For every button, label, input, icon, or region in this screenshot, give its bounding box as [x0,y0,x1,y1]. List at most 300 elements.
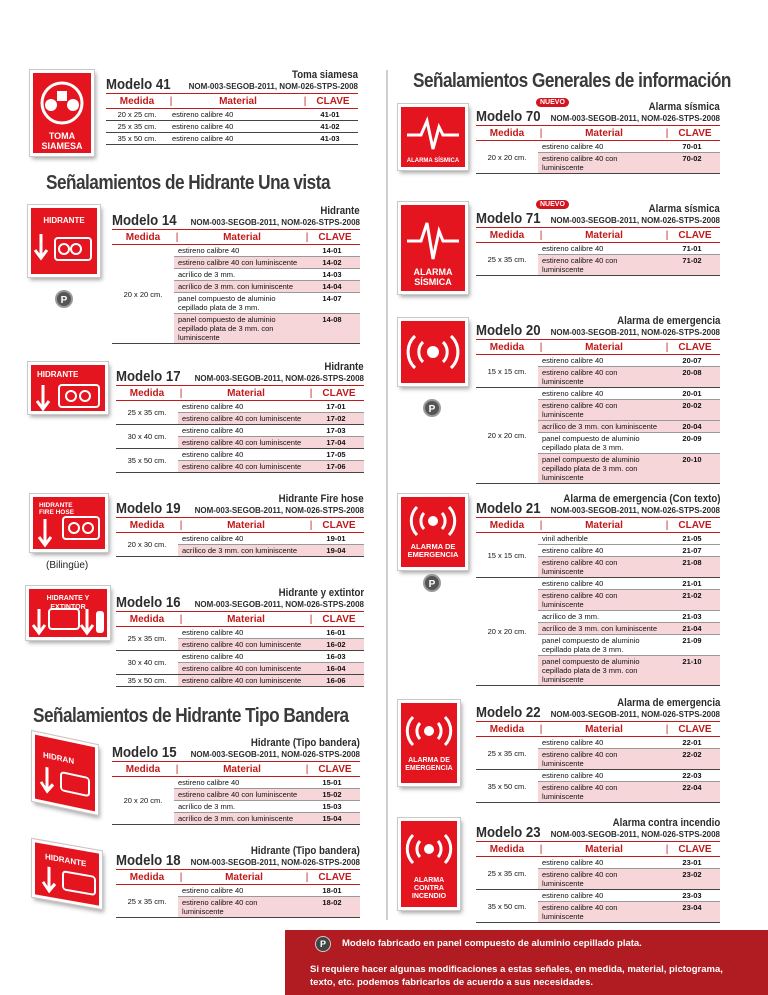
clave-cell: 16-02 [326,640,346,649]
table-body [112,245,360,344]
sign-alarma-incendio-23 [398,818,460,910]
table-row [168,121,358,132]
size-group [106,133,358,145]
model-header [112,737,360,762]
table-row [538,355,720,366]
table-row [178,449,364,460]
table-row [538,868,720,889]
material-cell: estireno calibre 40 [542,356,604,365]
model-norm: NOM-003-SEGOB-2011, NOM-026-STPS-2008 [550,216,720,225]
col-clave: CLAVE [318,763,352,775]
model-title: Alarma de emergencia [616,315,720,327]
sign-hidrante-extintor [26,586,110,640]
model-name: Modelo 20 [476,322,541,339]
table-modelo-19 [116,493,364,557]
size-items [538,141,720,173]
sign-caption: HIDRANTE [37,370,79,379]
table-row [178,651,364,662]
sign-alarma-sismica-71 [398,202,468,294]
model-norm: NOM-003-SEGOB-2011, NOM-026-STPS-2008 [190,218,360,227]
material-cell: vinil adherible [542,534,588,543]
material-cell: estireno calibre 40 con luminiscente [542,154,618,172]
table-row [168,109,358,120]
table-row [538,141,720,152]
model-header [106,69,358,94]
sign-hidrante-bandera-18 [32,839,102,909]
material-cell: estireno calibre 40 [542,891,604,900]
hose-icon [33,513,105,551]
size-items [168,109,358,120]
table-row [538,737,720,748]
col-separator: | [175,231,179,243]
col-medida: Medida [119,95,155,107]
table-header [116,612,364,627]
footer-note [285,930,768,995]
alarm-icon [401,827,457,871]
clave-cell: 22-01 [682,738,702,747]
model-header [116,587,364,612]
material-cell: estireno calibre 40 [542,738,604,747]
model-norm: NOM-003-SEGOB-2011, NOM-026-STPS-2008 [194,374,364,383]
table-row [178,896,360,917]
clave-cell: 18-02 [322,898,342,907]
material-cell: estireno calibre 40 [182,402,244,411]
table-row [538,533,720,544]
table-modelo-20 [476,315,720,484]
sign-caption: HIDRANTE [45,852,87,869]
clave-cell: 14-01 [322,246,342,255]
material-cell: acrílico de 3 mm. con luminiscente [178,814,294,823]
material-cell: panel compuesto de aluminio cepillado plata de 3 mm. con luminiscente [542,657,640,684]
table-modelo-17 [116,361,364,473]
clave-cell: 17-06 [326,462,346,471]
table-row [538,243,720,254]
col-medida: Medida [129,519,165,531]
col-medida: Medida [129,387,165,399]
clave-cell: 20-01 [682,389,702,398]
table-row [178,675,364,686]
size-items [174,245,360,343]
table-row [174,812,360,824]
clave-cell: 21-02 [682,591,702,600]
size-items [178,885,360,917]
clave-cell: 19-01 [326,534,346,543]
table-row [538,254,720,275]
table-body [106,109,358,145]
material-cell: acrílico de 3 mm. con luminiscente [182,546,298,555]
col-clave: CLAVE [678,127,712,139]
clave-cell: 20-07 [682,356,702,365]
col-medida: Medida [125,231,161,243]
material-cell: panel compuesto de aluminio cepillado plata de 3 mm. con luminiscente [178,315,276,342]
clave-cell: 20-04 [682,422,702,431]
size-items [178,627,364,650]
table-row [178,412,364,424]
hose-icon [31,230,97,270]
model-norm: NOM-003-SEGOB-2011, NOM-026-STPS-2008 [190,750,360,759]
material-cell: estireno calibre 40 [182,450,244,459]
section-title-hidrante-una-vista: Señalamientos de Hidrante Una vista [46,172,331,194]
size-label: 20 x 20 cm. [123,289,163,299]
model-header [476,99,720,126]
material-cell: estireno calibre 40 [182,426,244,435]
size-items [178,449,364,472]
model-name: Modelo 22 [476,704,541,721]
col-material: Material [585,229,623,241]
size-items [178,651,364,674]
col-separator: | [665,229,669,241]
sign-caption: ALARMA DE EMERGENCIA [407,542,459,559]
material-cell: estireno calibre 40 [542,771,604,780]
model-header [116,361,364,386]
size-items [538,243,720,275]
col-separator: | [309,613,313,625]
size-group [116,627,364,651]
clave-cell: 15-02 [322,790,342,799]
table-row [538,399,720,420]
size-group [476,243,720,276]
size-group [116,885,360,918]
material-cell: estireno calibre 40 [172,110,234,119]
size-group [476,533,720,578]
clave-cell: 23-03 [682,891,702,900]
size-items [174,777,360,824]
table-row [178,425,364,436]
size-label: 25 x 35 cm. [127,634,167,643]
col-separator: | [179,519,183,531]
size-items [538,737,720,769]
table-modelo-14 [112,205,360,344]
table-row [174,777,360,788]
col-medida: Medida [489,229,525,241]
table-row [538,589,720,610]
material-cell: estireno calibre 40 [542,546,604,555]
table-row [538,770,720,781]
model-norm: NOM-003-SEGOB-2011, NOM-026-STPS-2008 [550,710,720,719]
table-row [178,885,360,896]
table-modelo-71 [476,201,720,276]
col-separator: | [539,723,543,735]
col-medida: Medida [129,871,165,883]
col-separator: | [305,871,309,883]
table-header [476,842,720,857]
col-separator: | [179,613,183,625]
col-clave: CLAVE [318,231,352,243]
col-material: Material [585,519,623,531]
table-row [174,313,360,343]
clave-cell: 23-04 [682,903,702,912]
clave-cell: 17-04 [326,438,346,447]
model-norm: NOM-003-SEGOB-2011, NOM-026-STPS-2008 [194,600,364,609]
sign-caption: HIDRANTE Y EXTINTOR [46,595,90,611]
toma-siamesa-icon [33,79,91,129]
col-material: Material [585,843,623,855]
table-body [112,777,360,825]
material-cell: panel compuesto de aluminio cepillado plata de 3 mm. [542,434,640,452]
table-body [476,857,720,923]
material-cell: estireno calibre 40 [182,652,244,661]
model-name: Modelo 16 [116,594,181,611]
material-cell: estireno calibre 40 [182,534,244,543]
table-row [174,800,360,812]
clave-cell: 70-01 [682,142,702,151]
model-header [476,493,720,518]
col-separator: | [539,127,543,139]
col-clave: CLAVE [678,723,712,735]
size-group [476,578,720,686]
col-material: Material [225,871,263,883]
model-norm: NOM-003-SEGOB-2011, NOM-026-STPS-2008 [194,506,364,515]
size-items [178,675,364,686]
model-header [476,697,720,722]
table-row [538,420,720,432]
size-label: 20 x 20 cm. [487,431,527,440]
size-label: 25 x 35 cm. [487,868,527,878]
model-name: Modelo 21 [476,500,541,517]
size-group [106,121,358,133]
material-cell: estireno calibre 40 con luminiscente [542,256,618,274]
clave-cell: 18-01 [322,886,342,895]
table-row [168,133,358,144]
material-cell: estireno calibre 40 con luminiscente [542,870,618,888]
table-row [538,781,720,802]
size-items [538,890,720,922]
model-norm: NOM-003-SEGOB-2011, NOM-026-STPS-2008 [550,328,720,337]
material-cell: estireno calibre 40 con luminiscente [182,438,302,447]
model-name: Modelo 14 [112,212,177,229]
section-title-hidrante-bandera: Señalamientos de Hidrante Tipo Bandera [33,705,349,727]
table-header [116,518,364,533]
seismic-wave-icon [401,213,465,265]
clave-cell: 21-04 [682,624,702,633]
table-header [476,340,720,355]
clave-cell: 20-09 [682,434,702,443]
clave-cell: 20-08 [682,368,702,377]
table-row [538,890,720,901]
table-header [476,228,720,243]
column-divider [386,70,388,920]
section-title-generales: Señalamientos Generales de información [413,70,731,92]
col-material: Material [227,613,265,625]
col-separator: | [539,519,543,531]
col-medida: Medida [125,763,161,775]
model-title: Alarma de emergencia [616,697,720,709]
material-cell: estireno calibre 40 [542,579,604,588]
sign-caption: ALARMA SÍSMICA [413,267,453,287]
size-group [476,890,720,923]
size-items [178,533,364,556]
material-cell: estireno calibre 40 con luminiscente [542,750,618,768]
clave-cell: 14-07 [322,294,342,303]
table-header [116,870,360,885]
col-clave: CLAVE [318,871,352,883]
footer-line-1: Modelo fabricado en panel compuesto de aluminio cepillado plata. [342,938,642,949]
model-title: Hidrante (Tipo bandera) [250,845,360,857]
col-separator: | [305,231,309,243]
size-items [538,388,720,483]
model-title: Alarma de emergencia (Con texto) [562,493,720,505]
material-cell: estireno calibre 40 [542,142,604,151]
alarm-icon [401,499,465,543]
size-label: 25 x 35 cm. [127,408,167,417]
col-material: Material [227,519,265,531]
col-clave: CLAVE [678,341,712,353]
table-row [178,638,364,650]
clave-cell: 15-01 [322,778,342,787]
material-cell: estireno calibre 40 [542,858,604,867]
size-group [116,675,364,687]
nuevo-badge: NUEVO [536,98,569,107]
model-name: Modelo 17 [116,368,181,385]
footer-line-2: Si requiere hacer algunas modificaciones a estas señales, en medida, material, pictograma, texto, etc. podemos fabricarlos de acuerdo a sus necesidades. [310,964,723,988]
model-title: Hidrante y extintor [278,587,364,599]
col-material: Material [223,231,261,243]
size-group [116,449,364,473]
clave-cell: 21-10 [682,657,702,666]
material-cell: estireno calibre 40 [542,389,604,398]
clave-cell: 15-04 [322,814,342,823]
col-clave: CLAVE [322,613,356,625]
size-group [112,245,360,344]
table-header [476,722,720,737]
table-header [476,126,720,141]
sign-alarma-sismica-70 [398,104,468,170]
sign-alarma-emergencia-20 [398,318,468,386]
size-group [112,777,360,825]
sign-caption: HIDRANTE FIRE HOSE [39,502,75,516]
table-row [178,436,364,448]
size-group [116,425,364,449]
col-separator: | [539,229,543,241]
table-header [116,386,364,401]
col-material: Material [585,723,623,735]
clave-cell: 16-01 [326,628,346,637]
model-header [112,205,360,230]
table-row [178,662,364,674]
table-row [538,578,720,589]
table-row [178,533,364,544]
size-label: 25 x 35 cm. [487,748,527,758]
col-separator: | [665,519,669,531]
clave-cell: 22-04 [682,783,702,792]
material-cell: panel compuesto de aluminio cepillado plata de 3 mm. con luminiscente [542,455,640,482]
model-norm: NOM-003-SEGOB-2011, NOM-026-STPS-2008 [550,114,720,123]
clave-cell: 14-08 [322,315,342,324]
size-group [116,651,364,675]
table-modelo-23 [476,817,720,923]
table-modelo-18 [116,845,360,918]
table-body [116,401,364,473]
material-cell: estireno calibre 40 [178,778,240,787]
size-label: 20 x 30 cm. [127,540,167,549]
model-header [116,845,360,870]
clave-cell: 21-08 [682,558,702,567]
material-cell: estireno calibre 40 con luminiscente [542,558,618,576]
model-name: Modelo 41 [106,76,171,93]
col-separator: | [305,763,309,775]
size-label: 30 x 40 cm. [127,658,167,667]
col-medida: Medida [489,843,525,855]
col-separator: | [665,843,669,855]
size-items [538,857,720,889]
model-header [476,315,720,340]
sign-caption: ALARMA DE EMERGENCIA [405,757,453,772]
sign-caption: ALARMA CONTRA INCENDIO [411,877,447,900]
clave-cell: 21-09 [682,636,702,645]
model-name: Modelo 15 [112,744,177,761]
size-label: 25 x 35 cm. [487,254,527,264]
material-cell: acrílico de 3 mm. con luminiscente [542,422,658,431]
clave-cell: 20-10 [682,455,702,464]
table-row [174,292,360,313]
size-label: 35 x 50 cm. [487,901,527,911]
material-cell: estireno calibre 40 [172,122,234,131]
clave-cell: 14-04 [322,282,342,291]
sign-caption: ALARMA SÍSMICA [406,158,460,164]
col-separator: | [175,763,179,775]
model-name: Modelo 71 [476,210,541,227]
size-items [538,355,720,387]
col-clave: CLAVE [678,229,712,241]
material-cell: estireno calibre 40 con luminiscente [182,640,302,649]
col-separator: | [665,723,669,735]
material-cell: acrílico de 3 mm. [178,802,236,811]
table-header [106,94,358,109]
sign-hidrante-17 [28,362,108,414]
model-title: Alarma sísmica [648,101,720,113]
col-medida: Medida [489,723,525,735]
size-label: 30 x 40 cm. [127,432,167,441]
material-cell: estireno calibre 40 con luminiscente [542,401,618,419]
clave-cell: 41-01 [320,110,340,119]
clave-cell: 23-01 [682,858,702,867]
size-items [538,533,720,577]
size-items [538,770,720,802]
material-cell: acrílico de 3 mm. con luminiscente [178,282,294,291]
clave-cell: 15-03 [322,802,342,811]
size-group [116,533,364,557]
model-title: Alarma contra incendio [612,817,720,829]
table-row [538,901,720,922]
material-cell: estireno calibre 40 con luminiscente [542,591,618,609]
sign-caption: HIDRAN [43,750,75,766]
table-row [538,622,720,634]
table-row [538,556,720,577]
col-medida: Medida [489,127,525,139]
size-label: 35 x 50 cm. [117,134,157,143]
model-header [476,817,720,842]
col-separator: | [309,519,313,531]
col-material: Material [585,127,623,139]
material-cell: panel compuesto de aluminio cepillado plata de 3 mm. [178,294,276,312]
material-cell: estireno calibre 40 con luminiscente [542,368,618,386]
material-cell: estireno calibre 40 con luminiscente [542,783,618,801]
table-modelo-21 [476,493,720,686]
material-cell: estireno calibre 40 con luminiscente [182,664,302,673]
table-modelo-41 [106,69,358,145]
size-group [476,770,720,803]
size-group [476,141,720,174]
panel-badge: P [423,399,441,417]
table-row [178,460,364,472]
table-row [538,655,720,685]
table-row [538,388,720,399]
clave-cell: 14-02 [322,258,342,267]
col-medida: Medida [129,613,165,625]
model-header [116,493,364,518]
material-cell: acrílico de 3 mm. con luminiscente [542,624,658,633]
size-label: 20 x 25 cm. [117,110,157,119]
